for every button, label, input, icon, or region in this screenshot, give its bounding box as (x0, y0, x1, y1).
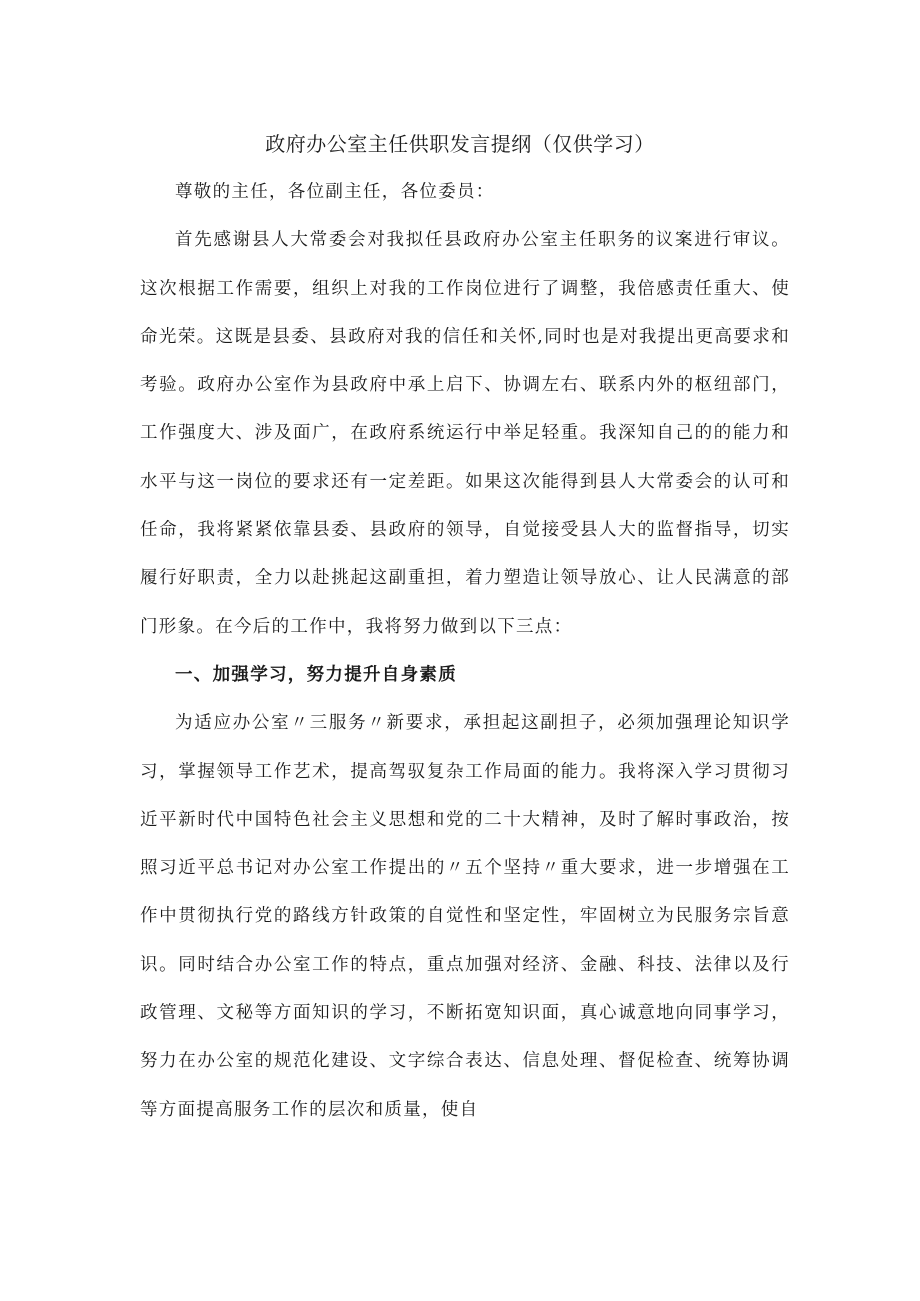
section-heading-1: 一、加强学习，努力提升自身素质 (175, 664, 457, 685)
document-title: 政府办公室主任供职发言提纲（仅供学习） (265, 132, 655, 156)
intro-paragraph: 首先感谢县人大常委会对我拟任县政府办公室主任职务的议案进行审议。这次根据工作需要，组织上对我的工作岗位进行了调整，我倍感责任重大、使命光荣。这既是县委、县政府对我的信任和关怀,同时也是对我提出更高要求和考验。政府办公室作为县政府中承上启下、协调左右、联系内外的枢纽部门，工作强度大、涉及面广，在政府系统运行中举足轻重。我深知自己的的能力和水平与这一岗位的要求还有一定差距。如果这次能得到县人大常委会的认可和任命，我将紧紧依靠县委、县政府的领导，自觉接受县人大的监督指导，切实履行好职责，全力以赴挑起这副重担，着力塑造让领导放心、让人民满意的部门形象。在今后的工作中，我将努力做到以下三点： (140, 230, 790, 637)
salutation: 尊敬的主任，各位副主任，各位委员： (175, 182, 495, 202)
document-body (140, 168, 790, 1134)
section-1-paragraph: 为适应办公室〃三服务〃新要求，承担起这副担子，必须加强理论知识学习，掌握领导工作艺术，提高驾驭复杂工作局面的能力。我将深入学习贯彻习近平新时代中国特色社会主义思想和党的二十大精神，及时了解时事政治，按照习近平总书记对办公室工作提出的〃五个坚持〃重大要求，进一步增强在工作中贯彻执行党的路线方针政策的自觉性和坚定性，牢固树立为民服务宗旨意识。同时结合办公室工作的特点，重点加强对经济、金融、科技、法律以及行政管理、文秘等方面知识的学习，不断拓宽知识面，真心诚意地向同事学习，努力在办公室的规范化建设、文字综合表达、信息处理、督促检查、统筹协调等方面提高服务工作的层次和质量，使自 (140, 713, 790, 1120)
